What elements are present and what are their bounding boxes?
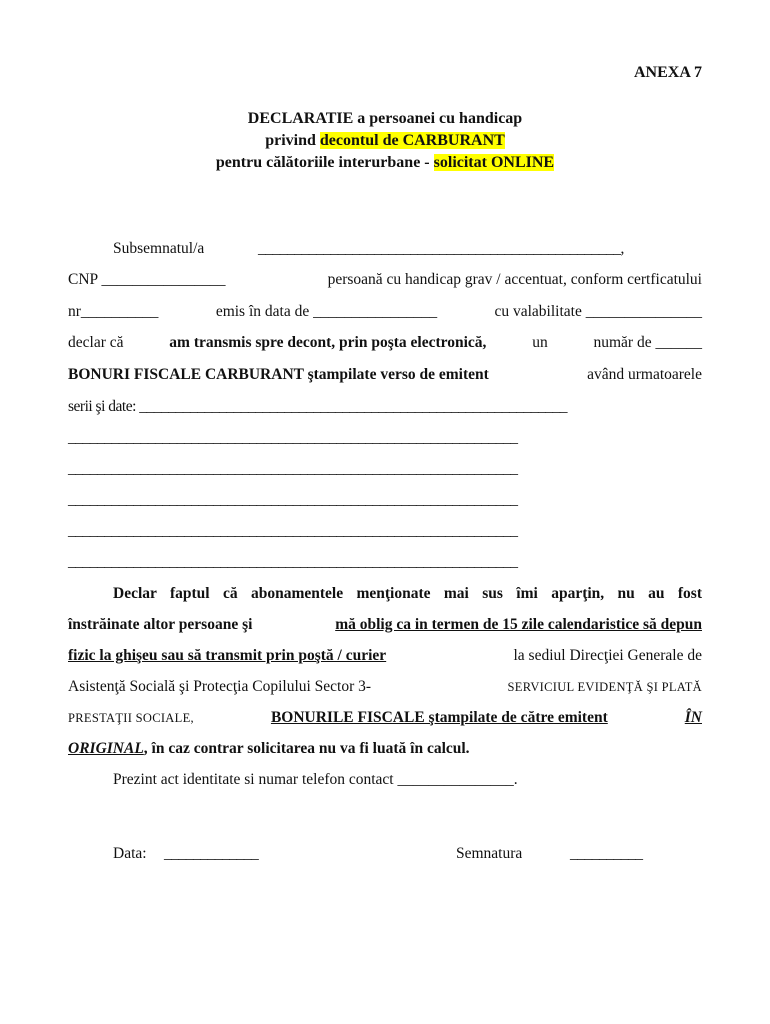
para-3-obligation: fizic la ghişeu sau să transmit prin poştă / curier	[68, 647, 387, 664]
annex-label: ANEXA 7	[633, 64, 702, 81]
contact-text: Prezint act identitate si numar telefon contact _______________.	[113, 771, 518, 788]
blank-line-5: ______________________________________________________________	[68, 553, 518, 570]
title-highlight-carburant: decontul de CARBURANT	[319, 132, 505, 149]
declare-line	[68, 333, 702, 353]
para-line-6	[68, 739, 702, 759]
para-line-3	[68, 646, 702, 666]
declare-un: un	[532, 334, 548, 351]
title-highlight-online: solicitat ONLINE	[433, 154, 555, 171]
para-4-text: Asistenţă Socială şi Protecţia Copilului Sector 3-	[68, 678, 372, 695]
title-line-3	[0, 152, 770, 174]
para-6-original: ORIGINAL	[68, 740, 144, 757]
declare-prefix: declar că	[68, 334, 124, 351]
receipt-count-field: număr de ______	[593, 334, 702, 351]
certificate-line	[68, 302, 702, 322]
name-label: Subsemnatul/a	[113, 240, 205, 257]
title-line-2-prefix: privind	[265, 132, 320, 149]
certificate-number-field: nr__________	[68, 303, 159, 320]
blank-line-1: ______________________________________________________________	[68, 429, 518, 446]
date-blank: _____________	[164, 845, 259, 862]
series-line	[68, 397, 702, 417]
cnp-field: CNP ________________	[68, 271, 226, 288]
signature-blank: __________	[570, 845, 643, 862]
blank-line-3: ______________________________________________________________	[68, 491, 518, 508]
name-blank: __________________________________________________,	[258, 240, 624, 257]
para-6-text: , în caz contrar solicitarea nu va fi luată în calcul.	[143, 740, 470, 757]
date-label: Data:	[113, 845, 147, 862]
para-5-service: PRESTAŢII SOCIALE,	[68, 711, 194, 725]
validity-field: cu valabilitate _______________	[494, 303, 702, 320]
title-line-1: DECLARATIE a persoanei cu handicap	[247, 110, 523, 127]
series-field: serii şi date: ___________________________________________________________	[68, 398, 568, 415]
disability-text: persoană cu handicap grav / accentuat, conform certficatului	[327, 271, 702, 288]
receipts-line	[68, 365, 702, 385]
cnp-line	[68, 270, 702, 290]
title-line-2	[0, 130, 770, 152]
para-line-2	[68, 615, 702, 635]
issue-date-field: emis în data de ________________	[215, 303, 438, 320]
blank-line-4: ______________________________________________________________	[68, 522, 518, 539]
blank-line-2: ______________________________________________________________	[68, 460, 518, 477]
receipts-suffix: având urmatoarele	[587, 366, 702, 383]
title-line-3-prefix: pentru călătoriile interurbane -	[215, 154, 434, 171]
declare-bold-text: am transmis spre decont, prin poşta electronică,	[169, 334, 487, 351]
signature-label: Semnatura	[456, 845, 523, 862]
para-1-text: Declar faptul că abonamentele menţionate mai sus îmi aparţin, nu au fost	[113, 585, 702, 602]
para-3-text: la sediul Direcţiei Generale de	[513, 647, 702, 664]
para-line-5	[68, 708, 702, 728]
receipts-bold-text: BONURI FISCALE CARBURANT ştampilate verso de emitent	[68, 366, 489, 383]
para-4-service: SERVICIUL EVIDENŢĂ ŞI PLATĂ	[507, 680, 702, 694]
para-2-obligation: mă oblig ca in termen de 15 zile calendaristice să depun	[335, 616, 702, 633]
document-title	[0, 108, 770, 174]
para-5-receipts: BONURILE FISCALE ştampilate de către emitent	[270, 709, 608, 726]
para-2-text: înstrăinate altor persoane şi	[68, 616, 253, 633]
para-5-in: ÎN	[684, 709, 702, 726]
para-line-4	[68, 677, 702, 697]
